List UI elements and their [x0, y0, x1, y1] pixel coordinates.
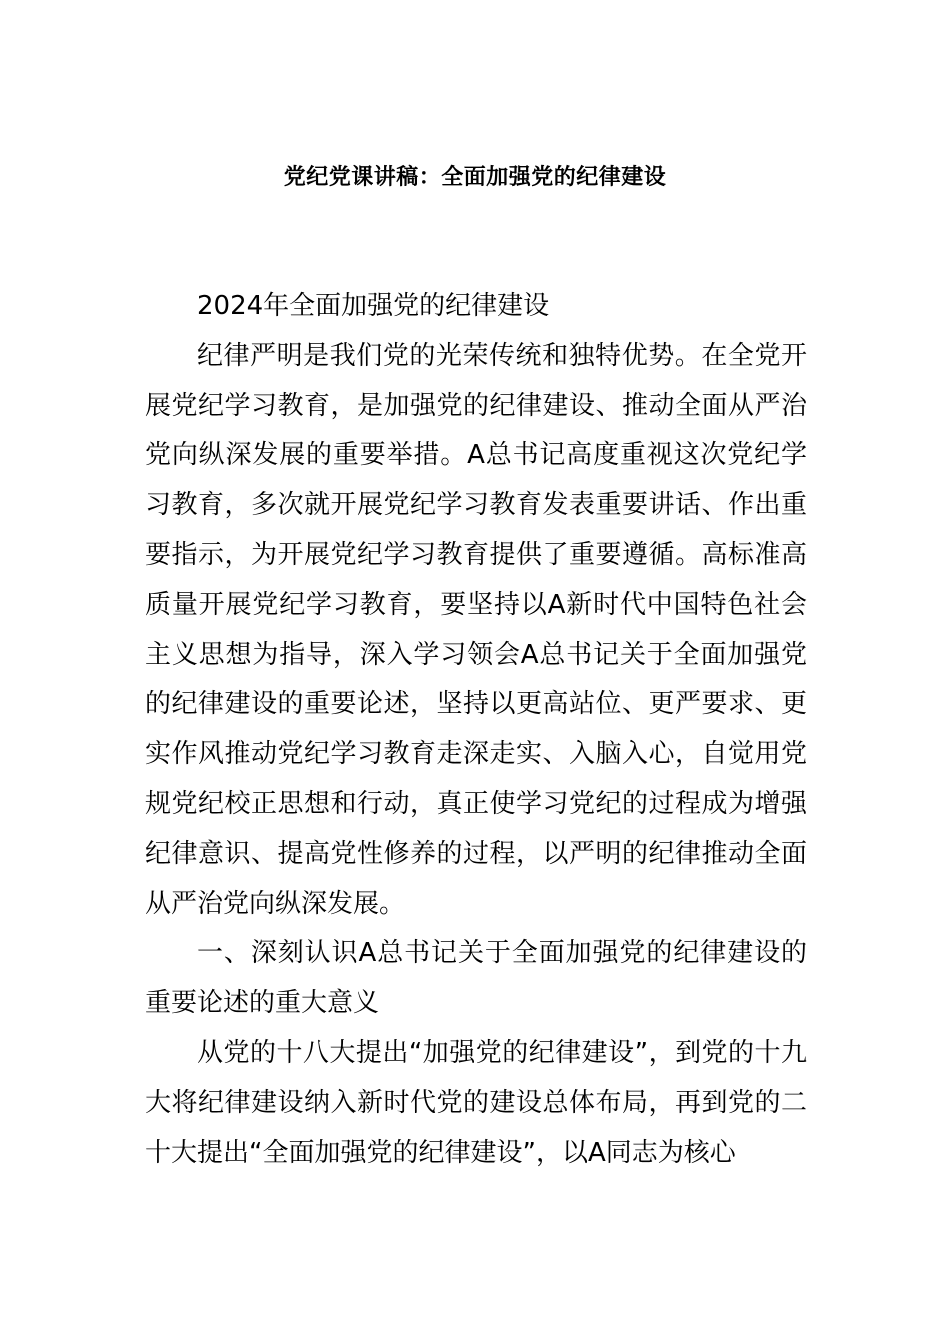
document-title: 党纪党课讲稿：全面加强党的纪律建设 — [283, 165, 667, 190]
body-paragraph: 从党的十八大提出“加强党的纪律建设”，到党的十九大将纪律建设纳入新时代党的建设总体布局，再到党的二十大提出“全面加强党的纪律建设”，以A同志为核心 — [145, 1037, 807, 1168]
document-body — [145, 282, 807, 1178]
body-paragraph: 纪律严明是我们党的光荣传统和独特优势。在全党开展党纪学习教育，是加强党的纪律建设、推动全面从严治党向纵深发展的重要举措。A总书记高度重视这次党纪学习教育，多次就开展党纪学习教育发表重要讲话、作出重要指示，为开展党纪学习教育提供了重要遵循。高标准高质量开展党纪学习教育，要坚持以A新时代中国特色社会主义思想为指导，深入学习领会A总书记关于全面加强党的纪律建设的重要论述，坚持以更高站位、更严要求、更实作风推动党纪学习教育走深走实、入脑入心，自觉用党规党纪校正思想和行动，真正使学习党纪的过程成为增强纪律意识、提高党性修养的过程，以严明的纪律推动全面从严治党向纵深发展。 — [145, 340, 807, 919]
section-heading: 一、深刻认识A总书记关于全面加强党的纪律建设的重要论述的重大意义 — [145, 938, 807, 1019]
subtitle-paragraph: 2024年全面加强党的纪律建设 — [197, 291, 550, 321]
